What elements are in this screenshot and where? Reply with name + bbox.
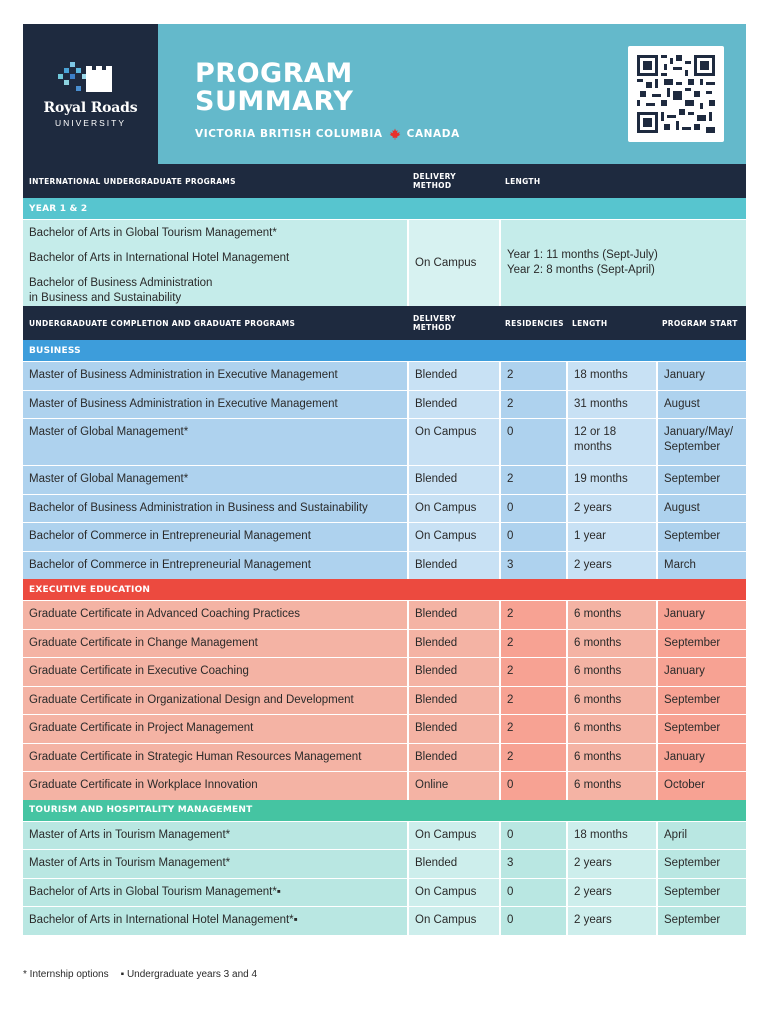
col-header-programs-2: UNDERGRADUATE COMPLETION AND GRADUATE PROGRAMS (29, 318, 296, 328)
delivery-method: Blended (407, 715, 499, 743)
residencies: 2 (499, 466, 566, 494)
program-name: Graduate Certificate in Project Management (23, 715, 407, 743)
residencies: 0 (499, 495, 566, 523)
col-header-length: LENGTH (505, 176, 541, 186)
col-header-delivery-line1: DELIVERY (413, 172, 457, 181)
length: 6 months (566, 601, 656, 629)
residencies: 0 (499, 772, 566, 800)
length: 31 months (566, 391, 656, 419)
delivery-method: Online (407, 772, 499, 800)
residencies: 3 (499, 850, 566, 878)
program-name: Master of Business Administration in Executive Management (23, 362, 407, 390)
length: 6 months (566, 772, 656, 800)
delivery-method: On Campus (407, 907, 499, 935)
length: 2 years (566, 552, 656, 580)
program-name: Graduate Certificate in Strategic Human Resources Management (23, 744, 407, 772)
year-length-1: Year 1: 11 months (Sept-July) (507, 249, 658, 261)
delivery-method: Blended (407, 552, 499, 580)
logo-block (23, 24, 158, 164)
residencies: 3 (499, 552, 566, 580)
program-start: January (656, 601, 746, 629)
program-start: August (656, 391, 746, 419)
program-start: March (656, 552, 746, 580)
delivery-method: Blended (407, 391, 499, 419)
program-start: January (656, 362, 746, 390)
residencies: 0 (499, 419, 566, 465)
section-bus: BUSINESS (23, 340, 746, 361)
program-name: Graduate Certificate in Workplace Innovation (23, 772, 407, 800)
page-title (195, 60, 353, 116)
length: 2 years (566, 907, 656, 935)
table-row (23, 849, 746, 878)
residencies: 0 (499, 822, 566, 850)
col-header-delivery-line2: METHOD (413, 181, 452, 190)
col-header-start: PROGRAM START (662, 318, 738, 328)
program-start: September (656, 466, 746, 494)
delivery-method: Blended (407, 601, 499, 629)
length: 6 months (566, 630, 656, 658)
delivery-method: On Campus (407, 419, 499, 465)
table-row (23, 906, 746, 935)
residencies: 0 (499, 523, 566, 551)
location-line (195, 128, 460, 140)
year-program-3: Bachelor of Business Administration in Business and Sustainability (29, 277, 213, 304)
program-start: January/May/ September (656, 419, 746, 465)
program-name: Bachelor of Commerce in Entrepreneurial Management (23, 523, 407, 551)
length: 6 months (566, 687, 656, 715)
residencies: 2 (499, 715, 566, 743)
length: 6 months (566, 744, 656, 772)
delivery-method: Blended (407, 850, 499, 878)
footnote-undergrad: ▪ Undergraduate years 3 and 4 (120, 969, 258, 980)
program-start: September (656, 523, 746, 551)
section-year-1-2: YEAR 1 & 2 (23, 198, 746, 219)
col-header-delivery-2-line1: DELIVERY (413, 314, 457, 323)
logo-name: Royal Roads (43, 100, 138, 116)
length: 2 years (566, 495, 656, 523)
program-sections (23, 340, 746, 935)
year-length-2: Year 2: 8 months (Sept-April) (507, 264, 655, 276)
length: 6 months (566, 715, 656, 743)
length: 1 year (566, 523, 656, 551)
program-start: January (656, 744, 746, 772)
col-header-length-2: LENGTH (572, 318, 608, 328)
residencies: 2 (499, 362, 566, 390)
length: 18 months (566, 822, 656, 850)
table-row (23, 361, 746, 390)
qr-code[interactable] (628, 46, 724, 142)
delivery-method: On Campus (407, 822, 499, 850)
length: 2 years (566, 879, 656, 907)
table-row (23, 522, 746, 551)
delivery-method: Blended (407, 687, 499, 715)
program-name: Graduate Certificate in Change Management (23, 630, 407, 658)
program-start: January (656, 658, 746, 686)
year-program-2: Bachelor of Arts in International Hotel Management (29, 252, 290, 264)
delivery-method: Blended (407, 658, 499, 686)
delivery-method: On Campus (407, 523, 499, 551)
footnote-internship: * Internship options (23, 969, 109, 980)
table-row (23, 600, 746, 629)
year-length (499, 220, 746, 306)
program-name: Master of Global Management* (23, 419, 407, 465)
program-name: Master of Arts in Tourism Management* (23, 850, 407, 878)
table2-header (23, 306, 746, 340)
table-row (23, 714, 746, 743)
residencies: 2 (499, 391, 566, 419)
header-banner (23, 24, 746, 164)
program-name: Graduate Certificate in Executive Coaching (23, 658, 407, 686)
residencies: 2 (499, 658, 566, 686)
program-summary-sheet (23, 24, 746, 935)
delivery-method: On Campus (407, 879, 499, 907)
length: 19 months (566, 466, 656, 494)
delivery-method: On Campus (407, 495, 499, 523)
residencies: 2 (499, 687, 566, 715)
col-header-delivery-2 (407, 314, 499, 332)
program-name: Bachelor of Arts in Global Tourism Management*▪ (23, 879, 407, 907)
residencies: 2 (499, 744, 566, 772)
program-name: Master of Arts in Tourism Management* (23, 822, 407, 850)
length: 12 or 18 months (566, 419, 656, 465)
length: 2 years (566, 850, 656, 878)
year-programs (23, 220, 407, 306)
program-start: August (656, 495, 746, 523)
royal-roads-castle-logo (56, 60, 120, 96)
table-row (23, 551, 746, 580)
section-exec: EXECUTIVE EDUCATION (23, 579, 746, 600)
qr-code-pattern (637, 55, 715, 133)
table-row (23, 743, 746, 772)
program-name: Bachelor of Arts in International Hotel Management*▪ (23, 907, 407, 935)
program-start: September (656, 879, 746, 907)
title-line-2: SUMMARY (195, 86, 354, 117)
table-row (23, 771, 746, 800)
length: 6 months (566, 658, 656, 686)
program-name: Bachelor of Commerce in Entrepreneurial Management (23, 552, 407, 580)
program-name: Graduate Certificate in Advanced Coaching Practices (23, 601, 407, 629)
program-name: Master of Business Administration in Executive Management (23, 391, 407, 419)
year-1-2-block (23, 219, 746, 306)
program-start: September (656, 850, 746, 878)
program-name: Master of Global Management* (23, 466, 407, 494)
program-name: Graduate Certificate in Organizational Design and Development (23, 687, 407, 715)
delivery-method: Blended (407, 630, 499, 658)
program-start: September (656, 907, 746, 935)
location-left: VICTORIA BRITISH COLUMBIA (195, 128, 383, 140)
col-header-residencies: RESIDENCIES (505, 318, 564, 328)
logo-subtitle: UNIVERSITY (54, 118, 126, 128)
residencies: 0 (499, 907, 566, 935)
table-row (23, 821, 746, 850)
title-line-1: PROGRAM (195, 58, 353, 89)
table-row (23, 686, 746, 715)
residencies: 2 (499, 601, 566, 629)
section-tour: TOURISM AND HOSPITALITY MANAGEMENT (23, 800, 746, 821)
table-row (23, 418, 746, 465)
maple-leaf-icon (389, 128, 401, 140)
footnotes (23, 969, 257, 980)
program-start: October (656, 772, 746, 800)
length: 18 months (566, 362, 656, 390)
table-row (23, 465, 746, 494)
table-row (23, 390, 746, 419)
delivery-method: Blended (407, 466, 499, 494)
col-header-delivery (407, 172, 499, 190)
col-header-delivery-2-line2: METHOD (413, 323, 452, 332)
col-header-programs: INTERNATIONAL UNDERGRADUATE PROGRAMS (29, 176, 236, 186)
table1-header (23, 164, 746, 198)
year-program-1: Bachelor of Arts in Global Tourism Management* (29, 227, 277, 239)
program-start: April (656, 822, 746, 850)
delivery-method: Blended (407, 362, 499, 390)
table-row (23, 494, 746, 523)
location-right: CANADA (406, 128, 460, 140)
program-start: September (656, 630, 746, 658)
program-start: September (656, 687, 746, 715)
table-row (23, 878, 746, 907)
residencies: 2 (499, 630, 566, 658)
year-delivery: On Campus (407, 220, 499, 306)
delivery-method: Blended (407, 744, 499, 772)
table-row (23, 657, 746, 686)
residencies: 0 (499, 879, 566, 907)
program-name: Bachelor of Business Administration in Business and Sustainability (23, 495, 407, 523)
table-row (23, 629, 746, 658)
program-start: September (656, 715, 746, 743)
